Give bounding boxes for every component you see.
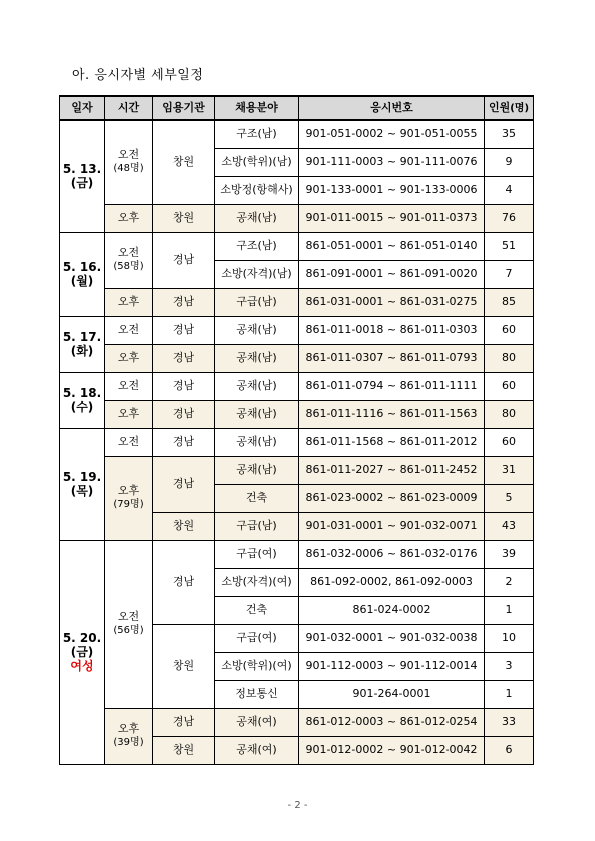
count-cell: 2 [485, 568, 534, 596]
number-cell: 861-024-0002 [299, 596, 485, 624]
number-cell: 901-111-0003 ~ 901-111-0076 [299, 148, 485, 176]
number-cell: 901-133-0001 ~ 901-133-0006 [299, 176, 485, 204]
count-cell: 60 [485, 316, 534, 344]
date-cell [60, 120, 105, 232]
weekday-label: (금) [70, 645, 94, 659]
date-label: 5. 19. [62, 470, 102, 484]
count-cell: 80 [485, 344, 534, 372]
agency-cell: 창원 [153, 120, 215, 204]
time-cell [105, 456, 153, 540]
header-time: 시간 [105, 96, 153, 120]
weekday-label: (목) [70, 484, 94, 498]
number-cell: 901-012-0002 ~ 901-012-0042 [299, 736, 485, 764]
agency-cell: 경남 [153, 456, 215, 512]
session-count: (58명) [113, 261, 144, 272]
weekday-label: (화) [70, 344, 94, 358]
field-cell: 건축 [215, 596, 299, 624]
field-cell: 구조(남) [215, 232, 299, 260]
time-label: 오전 [117, 148, 140, 162]
count-cell: 1 [485, 596, 534, 624]
count-cell: 85 [485, 288, 534, 316]
table-row [60, 288, 534, 316]
count-cell: 6 [485, 736, 534, 764]
header-number: 응시번호 [299, 96, 485, 120]
field-cell: 공채(남) [215, 400, 299, 428]
time-cell [105, 540, 153, 708]
time-label: 오후 [117, 484, 140, 497]
count-cell: 9 [485, 148, 534, 176]
agency-cell: 경남 [153, 400, 215, 428]
agency-cell: 경남 [153, 344, 215, 372]
count-cell: 39 [485, 540, 534, 568]
date-cell [60, 540, 105, 764]
count-cell: 3 [485, 652, 534, 680]
count-cell: 33 [485, 708, 534, 736]
number-cell: 861-011-0794 ~ 861-011-1111 [299, 372, 485, 400]
table-row [60, 708, 534, 736]
number-cell: 861-012-0003 ~ 861-012-0254 [299, 708, 485, 736]
header-field: 채용분야 [215, 96, 299, 120]
date-label: 5. 16. [62, 260, 102, 274]
header-count [485, 96, 534, 120]
agency-cell: 경남 [153, 232, 215, 288]
weekday-label: (월) [70, 274, 94, 288]
table-row [60, 372, 534, 400]
count-cell: 80 [485, 400, 534, 428]
field-cell: 소방(학위)(남) [215, 148, 299, 176]
number-cell: 901-032-0001 ~ 901-032-0038 [299, 624, 485, 652]
field-cell: 소방정(항해사) [215, 176, 299, 204]
number-cell: 861-023-0002 ~ 861-023-0009 [299, 484, 485, 512]
number-cell: 901-264-0001 [299, 680, 485, 708]
field-cell: 구급(여) [215, 540, 299, 568]
table-row [60, 204, 534, 232]
count-cell: 35 [485, 120, 534, 148]
field-cell: 구급(여) [215, 624, 299, 652]
agency-cell: 경남 [153, 428, 215, 456]
agency-cell: 경남 [153, 540, 215, 624]
number-cell: 861-031-0001 ~ 861-031-0275 [299, 288, 485, 316]
field-cell: 공채(남) [215, 456, 299, 484]
time-cell: 오전 [105, 372, 153, 400]
count-cell: 76 [485, 204, 534, 232]
field-cell: 공채(여) [215, 736, 299, 764]
number-cell: 861-011-0018 ~ 861-011-0303 [299, 316, 485, 344]
agency-cell: 경남 [153, 316, 215, 344]
female-note: 여성 [70, 659, 94, 673]
time-cell: 오후 [105, 204, 153, 232]
date-cell [60, 372, 105, 428]
field-cell: 소방(학위)(여) [215, 652, 299, 680]
number-cell: 901-112-0003 ~ 901-112-0014 [299, 652, 485, 680]
session-count: (79명) [113, 499, 144, 510]
field-cell: 공채(남) [215, 344, 299, 372]
header-count-unit: (명) [510, 102, 530, 114]
time-cell [105, 120, 153, 204]
field-cell: 공채(남) [215, 372, 299, 400]
number-cell: 861-011-1116 ~ 861-011-1563 [299, 400, 485, 428]
field-cell: 구급(남) [215, 288, 299, 316]
session-count: (39명) [113, 737, 144, 748]
date-label: 5. 17. [62, 330, 102, 344]
time-cell: 오후 [105, 288, 153, 316]
time-cell: 오전 [105, 428, 153, 456]
number-cell: 861-092-0002, 861-092-0003 [299, 568, 485, 596]
table-row [60, 120, 534, 148]
field-cell: 공채(남) [215, 316, 299, 344]
field-cell: 구급(남) [215, 512, 299, 540]
number-cell: 901-031-0001 ~ 901-032-0071 [299, 512, 485, 540]
date-label: 5. 18. [62, 386, 102, 400]
number-cell: 901-011-0015 ~ 901-011-0373 [299, 204, 485, 232]
field-cell: 정보통신 [215, 680, 299, 708]
time-cell: 오후 [105, 400, 153, 428]
time-label: 오전 [117, 610, 140, 623]
page-number: - 2 - [287, 800, 308, 811]
schedule-table [59, 95, 534, 765]
agency-cell: 창원 [153, 624, 215, 708]
date-cell [60, 316, 105, 372]
number-cell: 861-032-0006 ~ 861-032-0176 [299, 540, 485, 568]
header-row [60, 96, 534, 120]
count-cell: 4 [485, 176, 534, 204]
agency-cell: 창원 [153, 512, 215, 540]
weekday-label: (금) [70, 176, 94, 191]
session-count: (48명) [113, 163, 144, 175]
section-title: 아. 응시자별 세부일정 [72, 68, 204, 83]
session-count: (56명) [113, 625, 144, 636]
time-cell: 오후 [105, 344, 153, 372]
field-cell: 소방(자격)(남) [215, 260, 299, 288]
number-cell: 861-051-0001 ~ 861-051-0140 [299, 232, 485, 260]
table-row [60, 540, 534, 568]
number-cell: 861-011-0307 ~ 861-011-0793 [299, 344, 485, 372]
header-agency: 임용기관 [153, 96, 215, 120]
table-row [60, 232, 534, 260]
time-cell [105, 232, 153, 288]
field-cell: 공채(남) [215, 428, 299, 456]
table-row [60, 316, 534, 344]
date-cell [60, 232, 105, 316]
count-cell: 7 [485, 260, 534, 288]
agency-cell: 창원 [153, 736, 215, 764]
field-cell: 공채(남) [215, 204, 299, 232]
number-cell: 861-091-0001 ~ 861-091-0020 [299, 260, 485, 288]
time-label: 오전 [117, 246, 140, 259]
field-cell: 건축 [215, 484, 299, 512]
count-cell: 60 [485, 372, 534, 400]
time-cell [105, 708, 153, 764]
table-row [60, 400, 534, 428]
count-cell: 51 [485, 232, 534, 260]
time-cell: 오전 [105, 316, 153, 344]
count-cell: 5 [485, 484, 534, 512]
field-cell: 소방(자격)(여) [215, 568, 299, 596]
table-row [60, 344, 534, 372]
count-cell: 43 [485, 512, 534, 540]
number-cell: 861-011-1568 ~ 861-011-2012 [299, 428, 485, 456]
number-cell: 861-011-2027 ~ 861-011-2452 [299, 456, 485, 484]
count-cell: 1 [485, 680, 534, 708]
count-cell: 31 [485, 456, 534, 484]
weekday-label: (수) [70, 400, 94, 414]
count-cell: 10 [485, 624, 534, 652]
table-row [60, 428, 534, 456]
agency-cell: 경남 [153, 372, 215, 400]
agency-cell: 창원 [153, 204, 215, 232]
agency-cell: 경남 [153, 708, 215, 736]
header-date: 일자 [60, 96, 105, 120]
table-row [60, 456, 534, 484]
date-cell [60, 428, 105, 540]
time-label: 오후 [117, 722, 140, 735]
agency-cell: 경남 [153, 288, 215, 316]
number-cell: 901-051-0002 ~ 901-051-0055 [299, 120, 485, 148]
header-count-label: 인원 [488, 100, 511, 114]
date-label: 5. 13. [62, 162, 102, 177]
date-label: 5. 20. [62, 631, 102, 645]
count-cell: 60 [485, 428, 534, 456]
field-cell: 구조(남) [215, 120, 299, 148]
field-cell: 공채(여) [215, 708, 299, 736]
